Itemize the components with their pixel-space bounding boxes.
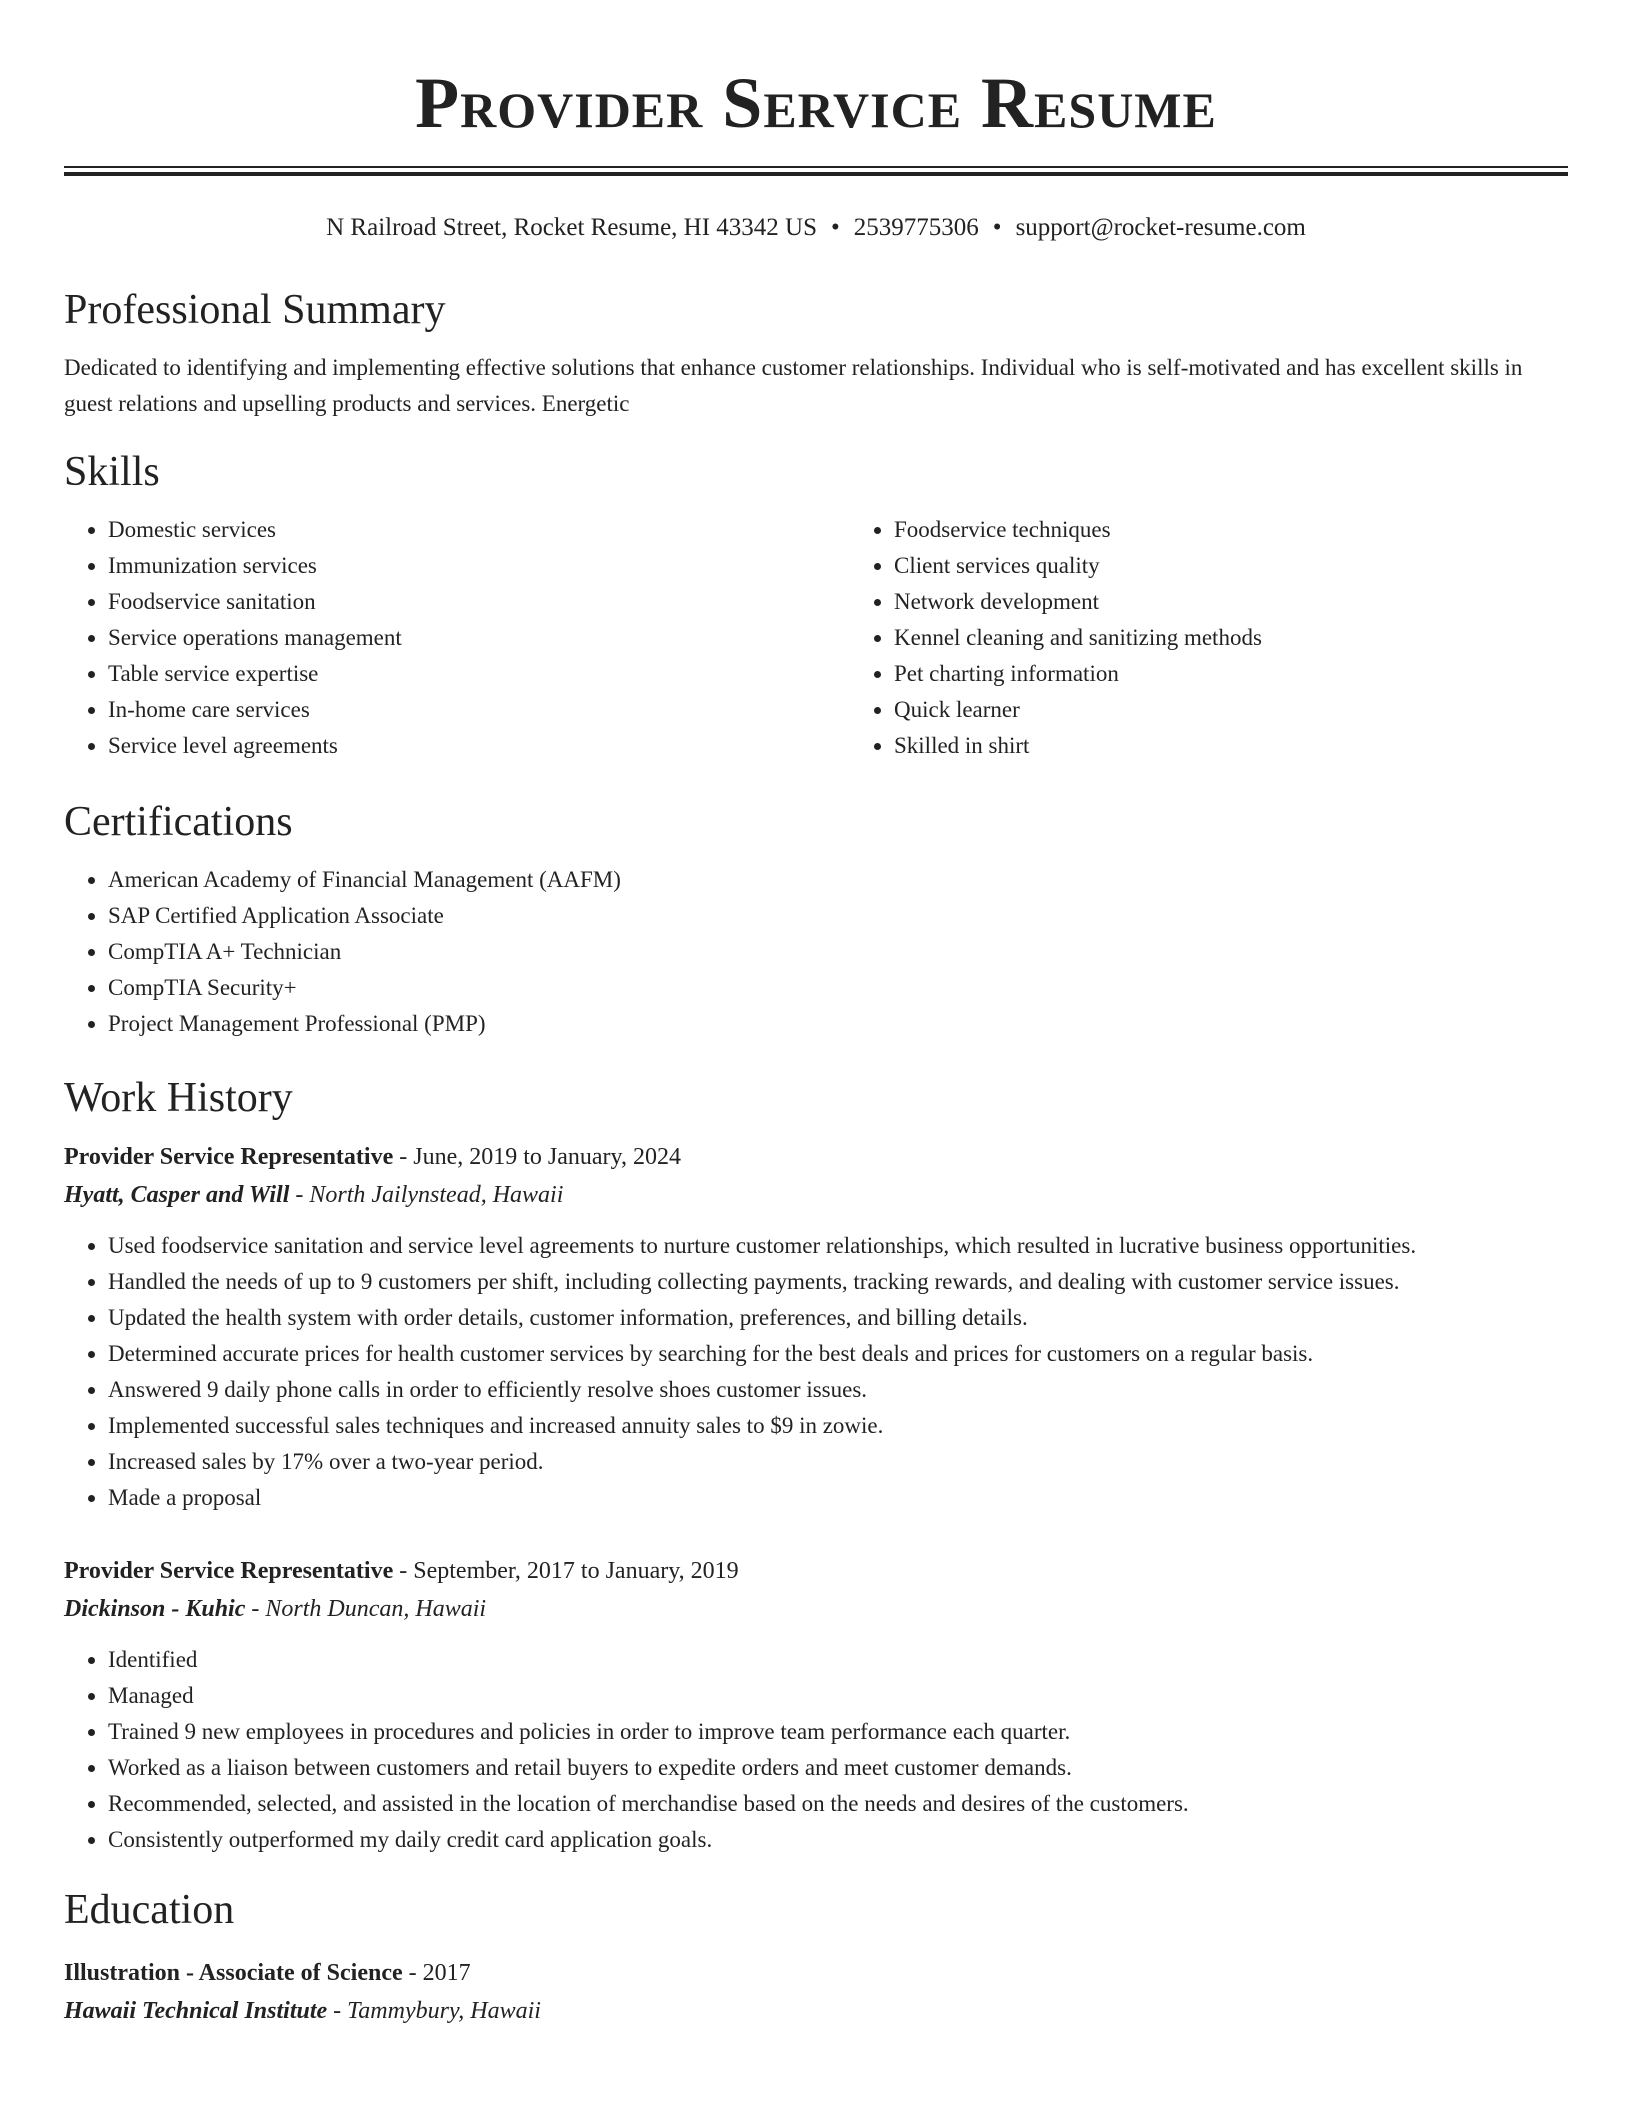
- resume-title: Provider Service Resume: [415, 63, 1217, 143]
- skills-list-left: [64, 512, 850, 764]
- skill-item: • Foodservice sanitation: [108, 584, 850, 620]
- education-entry: [64, 1954, 1568, 2030]
- job-title-line: Provider Service Representative - September, 2017 to January, 2019: [64, 1558, 739, 1584]
- skills-list-right: [850, 512, 1632, 764]
- employer-name: Hyatt, Casper and Will: [64, 1182, 290, 1208]
- job-entry: [64, 1138, 1568, 1516]
- certification-item: • Project Management Professional (PMP): [108, 1006, 1568, 1042]
- skill-item: • Immunization services: [108, 548, 850, 584]
- job-duty-item: • Made a proposal: [108, 1480, 1568, 1516]
- title-divider: [64, 166, 1568, 176]
- job-duties-list: [64, 1228, 1568, 1516]
- employer-location: North Jailynstead, Hawaii: [309, 1182, 564, 1208]
- contact-line: [64, 212, 1568, 244]
- job-entry: [64, 1552, 1568, 1858]
- employer-line: Dickinson - Kuhic - North Duncan, Hawaii: [64, 1596, 487, 1622]
- job-title: Provider Service Representative: [64, 1558, 394, 1584]
- school-location: Tammybury, Hawaii: [347, 1998, 541, 2024]
- job-title: Provider Service Representative: [64, 1144, 394, 1170]
- skill-item: • Table service expertise: [108, 656, 850, 692]
- job-duty-item: • Updated the health system with order details, customer information, preferences, and billing details.: [108, 1300, 1568, 1336]
- job-duty-item: • Worked as a liaison between customers and retail buyers to expedite orders and meet customer demands.: [108, 1750, 1568, 1786]
- employer-name: Dickinson - Kuhic: [64, 1596, 246, 1622]
- contact-separator: •: [992, 214, 1002, 241]
- job-duty-item: • Handled the needs of up to 9 customers per shift, including collecting payments, tracking rewards, and dealing with customer service issues.: [108, 1264, 1568, 1300]
- job-duty-item: • Increased sales by 17% over a two-year period.: [108, 1444, 1568, 1480]
- contact-address: N Railroad Street, Rocket Resume, HI 43342 US: [326, 214, 818, 241]
- summary-heading: Professional Summary: [64, 287, 446, 333]
- certifications-heading: Certifications: [64, 799, 293, 845]
- summary-text: Dedicated to identifying and implementing effective solutions that enhance customer relationships. Individual who is self-motivated and has excellent skills in guest relations and upselling products and services. Energetic: [64, 355, 1523, 416]
- skill-item: • Service operations management: [108, 620, 850, 656]
- school-line: Hawaii Technical Institute - Tammybury, Hawaii: [64, 1998, 541, 2024]
- skill-item: • Foodservice techniques: [894, 512, 1632, 548]
- job-duty-item: • Recommended, selected, and assisted in the location of merchandise based on the needs and desires of the customers.: [108, 1786, 1568, 1822]
- job-duty-item: • Managed: [108, 1678, 1568, 1714]
- certification-item: • CompTIA A+ Technician: [108, 934, 1568, 970]
- employer-line: Hyatt, Casper and Will - North Jailynstead, Hawaii: [64, 1182, 564, 1208]
- certification-item: • CompTIA Security+: [108, 970, 1568, 1006]
- skill-item: • Service level agreements: [108, 728, 850, 764]
- skill-item: • Client services quality: [894, 548, 1632, 584]
- skill-item: • Network development: [894, 584, 1632, 620]
- certification-item: • American Academy of Financial Management (AAFM): [108, 862, 1568, 898]
- skill-item: • Skilled in shirt: [894, 728, 1632, 764]
- graduation-year: 2017: [422, 1960, 471, 1986]
- contact-phone: 2539775306: [853, 214, 979, 241]
- job-duty-item: • Answered 9 daily phone calls in order to efficiently resolve shoes customer issues.: [108, 1372, 1568, 1408]
- skills-heading: Skills: [64, 449, 160, 495]
- skill-item: • Quick learner: [894, 692, 1632, 728]
- certifications-list: [64, 862, 1568, 1042]
- skill-item: • Kennel cleaning and sanitizing methods: [894, 620, 1632, 656]
- job-duty-item: • Implemented successful sales techniques and increased annuity sales to $9 in zowie.: [108, 1408, 1568, 1444]
- school-name: Hawaii Technical Institute: [64, 1998, 328, 2024]
- job-duty-item: • Identified: [108, 1642, 1568, 1678]
- work-history-heading: Work History: [64, 1075, 293, 1121]
- skill-item: • Pet charting information: [894, 656, 1632, 692]
- education-heading: Education: [64, 1887, 235, 1933]
- job-title-line: Provider Service Representative - June, 2019 to January, 2024: [64, 1144, 681, 1170]
- certification-item: • SAP Certified Application Associate: [108, 898, 1568, 934]
- degree-name: Illustration - Associate of Science: [64, 1960, 403, 1986]
- job-dates: September, 2017 to January, 2019: [413, 1558, 739, 1584]
- skill-item: • Domestic services: [108, 512, 850, 548]
- skill-item: • In-home care services: [108, 692, 850, 728]
- job-duty-item: • Consistently outperformed my daily credit card application goals.: [108, 1822, 1568, 1858]
- job-duty-item: • Determined accurate prices for health customer services by searching for the best deals and prices for customers on a regular basis.: [108, 1336, 1568, 1372]
- contact-separator: •: [831, 214, 840, 241]
- employer-location: North Duncan, Hawaii: [265, 1596, 487, 1622]
- contact-email: support@rocket-resume.com: [1015, 214, 1306, 241]
- job-duty-item: • Used foodservice sanitation and service level agreements to nurture customer relationships, which resulted in lucrative business opportunities.: [108, 1228, 1568, 1264]
- degree-line: Illustration - Associate of Science - 2017: [64, 1960, 471, 1986]
- job-duties-list: [64, 1642, 1568, 1858]
- skills-grid: [64, 512, 1568, 764]
- job-dates: June, 2019 to January, 2024: [413, 1144, 681, 1170]
- job-duty-item: • Trained 9 new employees in procedures and policies in order to improve team performance each quarter.: [108, 1714, 1568, 1750]
